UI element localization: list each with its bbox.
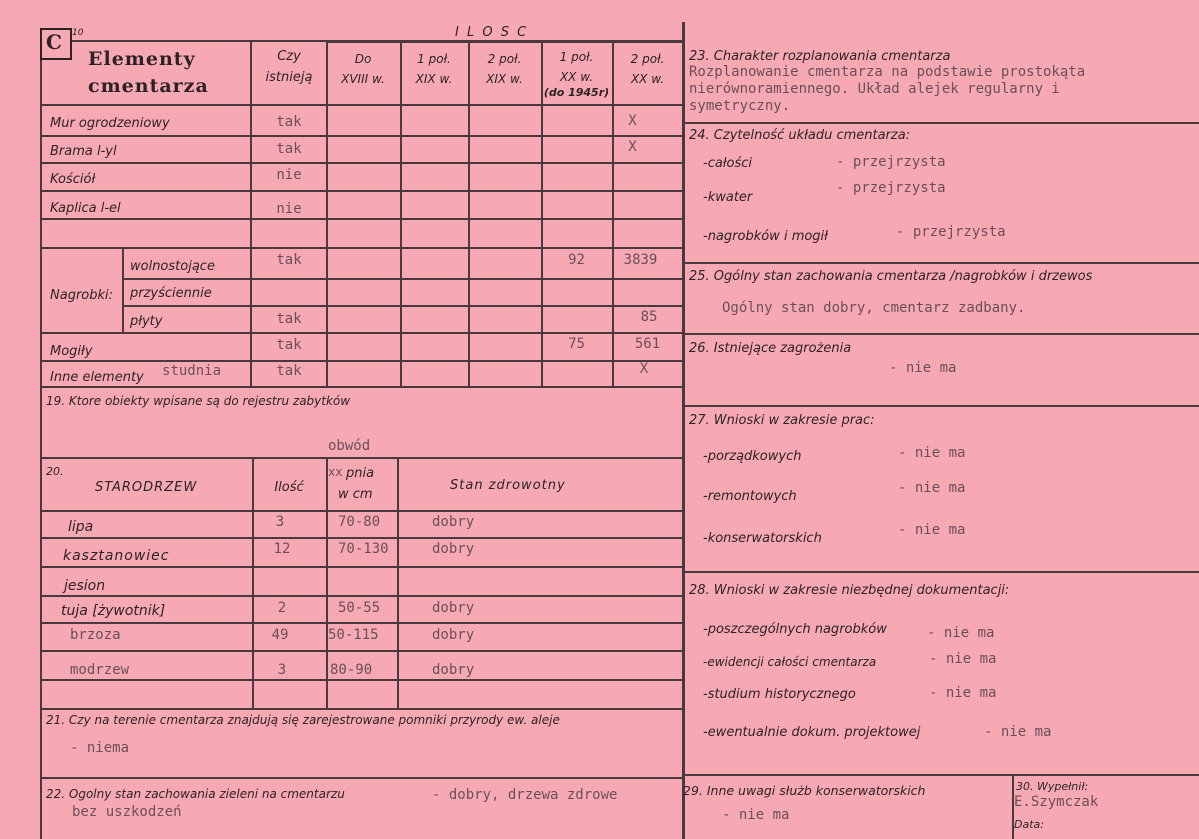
a22a: - dobry, drzewa zdrowe [432,787,618,803]
row-exists: tak [276,252,302,268]
q28-item-value: - nie ma [984,724,1052,740]
q25: 25. Ogólny stan zachowania cmentarza /nagrobków i drzewos [689,269,1093,284]
rule [40,777,683,779]
q27-item-label: -remontowych [703,489,797,504]
q28-item-label: -poszczególnych nagrobków [703,622,887,637]
rule [683,262,1199,264]
row-label: Mur ogrodzeniowy [50,116,170,131]
tree-state: dobry [432,662,475,678]
tree-count: 49 [271,627,289,643]
nagrobki-type: przyściennie [130,286,212,301]
q27-item-label: -porządkowych [703,449,802,464]
row-label: Inne elementy [50,370,144,385]
q27-item-value: - nie ma [898,480,966,496]
q28-item-label: -ewidencji całości cmentarza [703,655,877,669]
stand-pnia-2: w cm [338,487,373,502]
elements-title-1: Elementy [88,48,196,70]
rule [40,622,683,624]
row-p2-20: X [628,113,637,129]
q28-item-value: - nie ma [929,685,997,701]
q27-item-value: - nie ma [898,522,966,538]
tree-state: dobry [432,541,475,557]
tree-name: brzoza [70,627,121,643]
header-p1-20-1: 1 poł. [559,50,594,64]
row-exists: tak [276,363,302,379]
rule [40,679,683,681]
rule [40,650,683,652]
q24-item-value: - przejrzysta [836,180,946,196]
rule [40,40,42,839]
rule [122,305,683,307]
row-exists: nie [276,167,302,183]
q24: 24. Czytelność układu cmentarza: [689,128,911,143]
rule [40,190,683,192]
tree-count: 12 [273,541,291,557]
a23-line3: symetryczny. [689,98,791,114]
nagrobki-type: płyty [130,314,163,329]
center-divider [682,22,685,839]
a22b: bez uszkodzeń [72,804,182,820]
row-exists: tak [276,141,302,157]
row-p2-20: X [628,139,637,155]
tree-count: 3 [275,514,285,530]
a29: - nie ma [722,807,790,823]
q28-item-label: -studium historycznego [703,687,856,702]
rule [40,135,683,137]
rule [122,247,124,332]
tree-name: modrzew [70,662,130,678]
rule [40,595,683,597]
a30: E.Szymczak [1014,794,1099,810]
header-do18-1: Do [354,52,372,66]
rule [122,278,683,280]
q26: 26. Istniejące zagrożenia [689,341,852,356]
rule [683,571,1199,573]
stand-title: STARODRZEW [95,480,198,495]
q28-item-value: - nie ma [927,625,995,641]
q27-item-value: - nie ma [898,445,966,461]
header-czy: Czy [277,49,301,64]
a23-line1: Rozplanowanie cmentarza na podstawie prostokąta [689,64,1086,80]
row-label: Brama l-yl [50,144,117,159]
row-p2-20: 85 [640,309,658,325]
row-typed: studnia [162,363,222,379]
rule [683,333,1199,335]
rule [326,42,683,43]
data-label: Data: [1014,818,1044,831]
q23: 23. Charakter rozplanowania cmentarza [689,49,951,64]
q24-item-value: - przejrzysta [896,224,1006,240]
tree-name: lipa [68,519,94,535]
rule [683,774,1199,776]
rule [326,457,328,708]
rule [40,386,683,388]
stand-pnia-1: pnia [346,466,375,481]
header-p2-19-1: 2 poł. [487,52,522,66]
tree-size: 50-55 [338,600,381,616]
row-exists: tak [276,337,302,353]
rule [40,104,683,106]
header-p1-19-2: XIX w. [415,72,453,86]
rule [40,457,683,459]
rule [40,510,683,512]
header-p2-20-2: XX w. [630,72,665,86]
rule [40,360,683,362]
row-exists: tak [276,114,302,130]
q27: 27. Wnioski w zakresie prac: [689,413,875,428]
rule [40,708,683,710]
header-p1-20-2: XX w. [559,70,594,84]
rule [40,537,683,539]
header-p2-19-2: XIX w. [486,72,523,86]
rule [397,457,399,708]
rule [683,405,1199,407]
q24-item-label: -całości [703,156,753,171]
a23-line2: nierównoramiennego. Układ alejek regularny i [689,81,1060,97]
tree-size: 80-90 [330,662,373,678]
stand-stan: Stan zdrowotny [450,478,566,493]
q19: 19. Ktore obiekty wpisane są do rejestru zabytków [46,394,351,408]
tree-name: kasztanowiec [63,548,170,564]
q28-item-value: - nie ma [929,651,997,667]
tree-name: tuja [żywotnik] [61,603,166,619]
nagrobki-label: Nagrobki: [50,288,114,303]
q24-item-value: - przejrzysta [836,154,946,170]
nagrobki-type: wolnostojące [130,259,215,274]
row-label: Mogiły [50,344,93,359]
rule [40,247,683,249]
q28: 28. Wnioski w zakresie niezbędnej dokumentacji: [689,583,1010,598]
q24-item-label: -nagrobków i mogił [703,229,828,244]
q29: 29. Inne uwagi służb konserwatorskich [683,783,926,798]
tree-count: 2 [277,600,287,616]
tree-size: 70-80 [338,514,381,530]
row-p1-20: 92 [568,252,585,268]
row-exists: tak [276,311,302,327]
header-p1-20-3: (do 1945r) [543,86,610,99]
tree-size: 70-130 [338,541,389,557]
tree-name: jesion [64,578,106,594]
stand-ilosc: Ilość [274,480,304,495]
rule [683,122,1199,124]
row-label: Kaplica l-el [50,201,121,216]
header-p2-20-1: 2 poł. [630,52,665,66]
q28-item-label: -ewentualnie dokum. projektowej [703,725,921,740]
rule [326,40,328,386]
stand-xx: xx [328,465,343,479]
rule [40,162,683,164]
rule [40,332,683,334]
tree-state: dobry [432,600,475,616]
header-do18-2: XVIII w. [341,72,385,86]
rule [468,40,470,386]
rule [40,218,683,220]
q21: 21. Czy na terenie cmentarza znajdują się zarejestrowane pomniki przyrody ew. aleje [46,713,560,727]
header-p1-19-1: 1 poł. [417,52,451,66]
tree-state: dobry [432,514,475,530]
q22: 22. Ogolny stan zachowania zieleni na cmentarzu [46,787,345,801]
row-label: Kościół [50,172,96,187]
section-number: 10 [72,28,84,38]
row-p2-20: 561 [634,336,661,352]
header-ilosc: I L O S C [455,25,529,40]
row-exists: nie [276,201,302,217]
tree-size: 50-115 [328,627,379,643]
section-letter: C [46,30,63,54]
a26: - nie ma [889,360,957,376]
tree-state: dobry [432,627,475,643]
a21: - niema [70,740,130,756]
rule [612,40,614,386]
obwod-label: obwód [328,438,371,454]
row-p2-20: 3839 [623,252,658,268]
row-p1-20: 75 [568,336,585,352]
stand-num: 20. [46,465,64,478]
q24-item-label: -kwater [703,190,753,205]
elements-title-2: cmentarza [88,75,209,97]
rule [40,566,683,568]
q27-item-label: -konserwatorskich [703,531,822,546]
q30: 30. Wypełnił: [1016,780,1089,793]
a25: Ogólny stan dobry, cmentarz zadbany. [722,300,1026,316]
rule [400,40,402,386]
tree-count: 3 [277,662,287,678]
header-istnieja: istnieją [265,70,313,85]
row-p2-20: X [639,361,649,377]
